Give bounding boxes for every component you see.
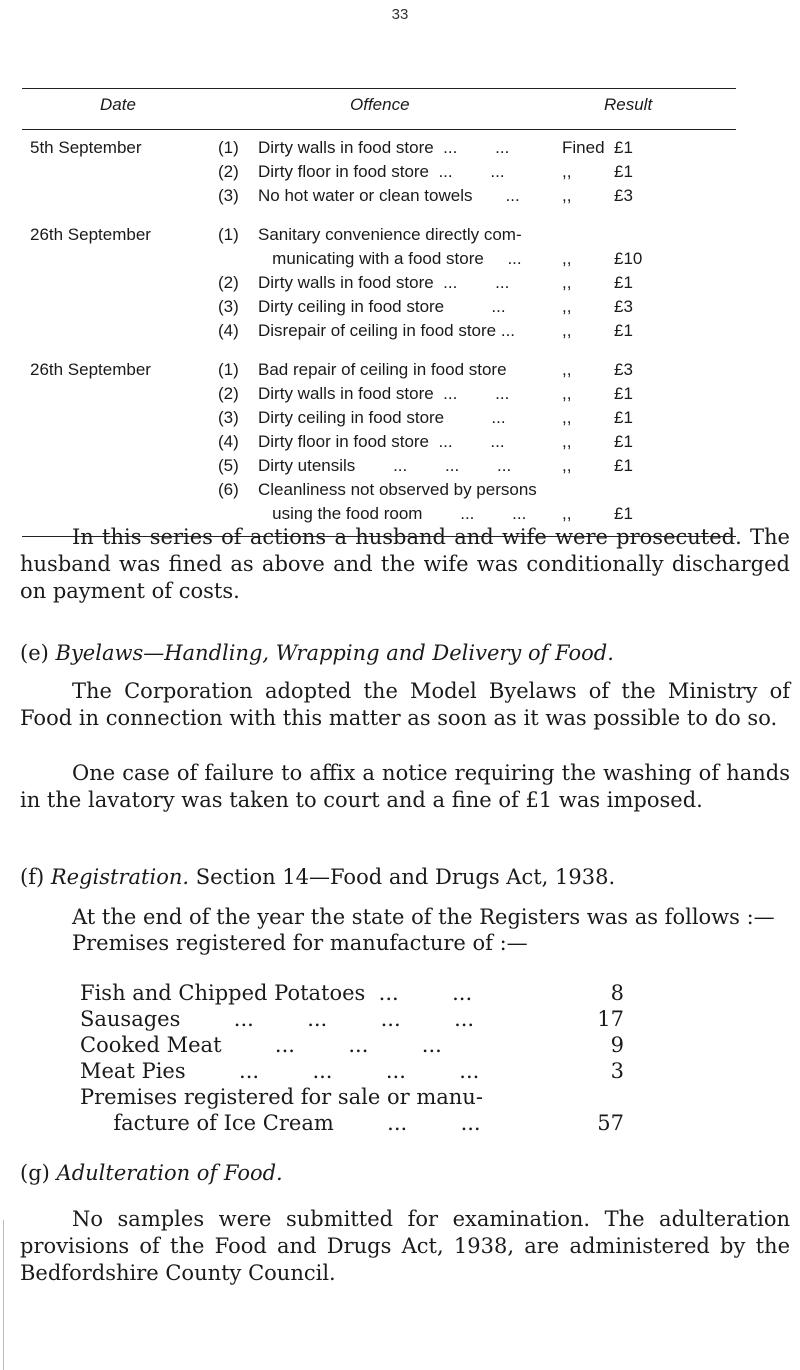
row-number: (3) <box>218 297 239 316</box>
row-number: (6) <box>218 480 239 499</box>
table-group <box>22 358 736 526</box>
registration-count: 3 <box>610 1059 624 1083</box>
section-e-paragraph-1: The Corporation adopted the Model Byelaws of the Ministry of Food in connection with this matter as soon as it was possible to do so. <box>20 679 790 730</box>
row-result <box>562 247 742 271</box>
row-offence: Dirty floor in food store ... ... <box>258 432 505 451</box>
row-offence: Cleanliness not observed by persons <box>258 480 537 499</box>
row-result <box>562 319 742 343</box>
header-offence: Offence <box>350 95 410 114</box>
row-number: (2) <box>218 273 239 292</box>
list-item <box>80 1084 640 1110</box>
result-amount: £1 <box>614 162 633 181</box>
table-row <box>22 406 736 430</box>
row-result <box>562 223 742 247</box>
row-offence: Dirty ceiling in food store ... <box>258 408 506 427</box>
row-offence: Dirty walls in food store ... ... <box>258 138 510 157</box>
row-number: (4) <box>218 432 239 451</box>
registration-count: 17 <box>597 1007 624 1031</box>
result-prefix: ,, <box>562 504 572 523</box>
table-row <box>22 319 736 343</box>
registration-label: facture of Ice Cream ... ... <box>80 1111 481 1135</box>
table-row <box>22 502 736 526</box>
result-amount: £1 <box>614 321 633 340</box>
result-prefix: ,, <box>562 297 572 316</box>
row-result <box>562 184 742 208</box>
result-amount: £1 <box>614 138 633 157</box>
registration-count: 57 <box>597 1111 624 1135</box>
row-result <box>562 358 742 382</box>
row-result <box>562 136 742 160</box>
row-date: 5th September <box>30 138 142 157</box>
row-result <box>562 478 742 502</box>
section-e-paragraph-2: One case of failure to affix a notice requiring the washing of hands in the lavatory was taken to court and a fine of £1 was imposed. <box>20 761 790 812</box>
offences-table <box>22 88 736 537</box>
result-prefix: ,, <box>562 456 572 475</box>
section-g-heading <box>20 1160 283 1187</box>
registration-label: Fish and Chipped Potatoes ... ... <box>80 981 473 1005</box>
row-offence: Disrepair of ceiling in food store ... <box>258 321 516 340</box>
section-e-letter: (e) <box>20 641 49 665</box>
row-offence: Dirty ceiling in food store ... <box>258 297 506 316</box>
result-amount: £1 <box>614 408 633 427</box>
result-amount: £1 <box>614 432 633 451</box>
header-result: Result <box>604 95 653 114</box>
row-number: (3) <box>218 186 239 205</box>
section-e-title: Byelaws—Handling, Wrapping and Delivery of Food. <box>55 641 614 665</box>
row-offence: using the food room ... ... <box>258 504 527 523</box>
result-prefix: ,, <box>562 186 572 205</box>
row-offence: Dirty utensils ... ... ... <box>258 456 512 475</box>
section-g-title: Adulteration of Food. <box>56 1161 283 1185</box>
row-number: (1) <box>218 225 239 244</box>
row-result <box>562 454 742 478</box>
table-group <box>22 223 736 343</box>
registration-count: 8 <box>610 981 624 1005</box>
list-item <box>80 1058 640 1084</box>
registration-label: Sausages ... ... ... ... <box>80 1007 475 1031</box>
registration-list <box>80 980 640 1136</box>
prosecution-paragraph: In this series of actions a husband and wife were prosecuted. The husband was fined as above and the wife was conditionally discharged on payment of costs. <box>20 525 790 603</box>
row-number: (5) <box>218 456 239 475</box>
row-offence: municating with a food store ... <box>258 249 522 268</box>
result-amount: £3 <box>614 186 633 205</box>
result-amount: £1 <box>614 384 633 403</box>
row-offence: Sanitary convenience directly com- <box>258 225 522 244</box>
row-result <box>562 406 742 430</box>
row-date: 26th September <box>30 225 151 244</box>
result-prefix: ,, <box>562 321 572 340</box>
section-f-heading <box>20 864 615 891</box>
section-g-letter: (g) <box>20 1161 50 1185</box>
row-number: (1) <box>218 360 239 379</box>
result-prefix: ,, <box>562 162 572 181</box>
table-row <box>22 184 736 208</box>
header-date: Date <box>100 95 136 114</box>
table-row <box>22 247 736 271</box>
result-prefix: ,, <box>562 360 572 379</box>
row-offence: Dirty floor in food store ... ... <box>258 162 505 181</box>
row-offence: Dirty walls in food store ... ... <box>258 384 510 403</box>
table-row <box>22 478 736 502</box>
row-number: (2) <box>218 162 239 181</box>
section-f-intro-2: Premises registered for manufacture of :— <box>72 931 528 955</box>
registration-count: 9 <box>610 1033 624 1057</box>
row-result <box>562 271 742 295</box>
table-row <box>22 136 736 160</box>
section-f-subtitle: Section 14—Food and Drugs Act, 1938. <box>195 865 616 889</box>
row-number: (3) <box>218 408 239 427</box>
row-result <box>562 430 742 454</box>
table-row <box>22 454 736 478</box>
table-row <box>22 358 736 382</box>
result-prefix: ,, <box>562 408 572 427</box>
result-amount: £1 <box>614 456 633 475</box>
result-amount: £3 <box>614 360 633 379</box>
page-number: 33 <box>391 6 409 23</box>
list-item <box>80 1110 640 1136</box>
result-amount: £1 <box>614 273 633 292</box>
row-result <box>562 502 742 526</box>
result-prefix: ,, <box>562 432 572 451</box>
table-row <box>22 271 736 295</box>
row-result <box>562 295 742 319</box>
table-row <box>22 382 736 406</box>
section-f-letter: (f) <box>20 865 45 889</box>
list-item <box>80 980 640 1006</box>
registration-label: Meat Pies ... ... ... ... <box>80 1059 480 1083</box>
result-amount: £3 <box>614 297 633 316</box>
table-row <box>22 295 736 319</box>
scan-margin-line <box>3 1220 4 1370</box>
result-prefix: ,, <box>562 249 572 268</box>
section-f-title: Registration. <box>50 865 190 889</box>
table-header-rule <box>22 129 736 130</box>
row-result <box>562 160 742 184</box>
result-amount: £10 <box>614 249 643 268</box>
section-e-heading <box>20 640 614 667</box>
result-prefix: ,, <box>562 384 572 403</box>
row-offence: No hot water or clean towels ... <box>258 186 520 205</box>
table-row <box>22 223 736 247</box>
table-group <box>22 136 736 208</box>
result-prefix: Fined <box>562 138 605 157</box>
result-prefix: ,, <box>562 273 572 292</box>
table-row <box>22 160 736 184</box>
result-amount: £1 <box>614 504 633 523</box>
table-row <box>22 430 736 454</box>
row-offence: Dirty walls in food store ... ... <box>258 273 510 292</box>
row-offence: Bad repair of ceiling in food store <box>258 360 507 379</box>
table-header <box>22 89 736 129</box>
row-date: 26th September <box>30 360 151 379</box>
list-item <box>80 1032 640 1058</box>
row-number: (2) <box>218 384 239 403</box>
row-number: (4) <box>218 321 239 340</box>
row-result <box>562 382 742 406</box>
section-f-intro-1: At the end of the year the state of the Registers was as follows :— <box>72 905 775 929</box>
registration-label: Cooked Meat ... ... ... <box>80 1033 442 1057</box>
row-number: (1) <box>218 138 239 157</box>
registration-label: Premises registered for sale or manu- <box>80 1085 483 1109</box>
list-item <box>80 1006 640 1032</box>
section-g-paragraph: No samples were submitted for examination. The adulteration provisions of the Food and Drugs Act, 1938, are administered by the Bedfordshire County Council. <box>20 1207 790 1285</box>
